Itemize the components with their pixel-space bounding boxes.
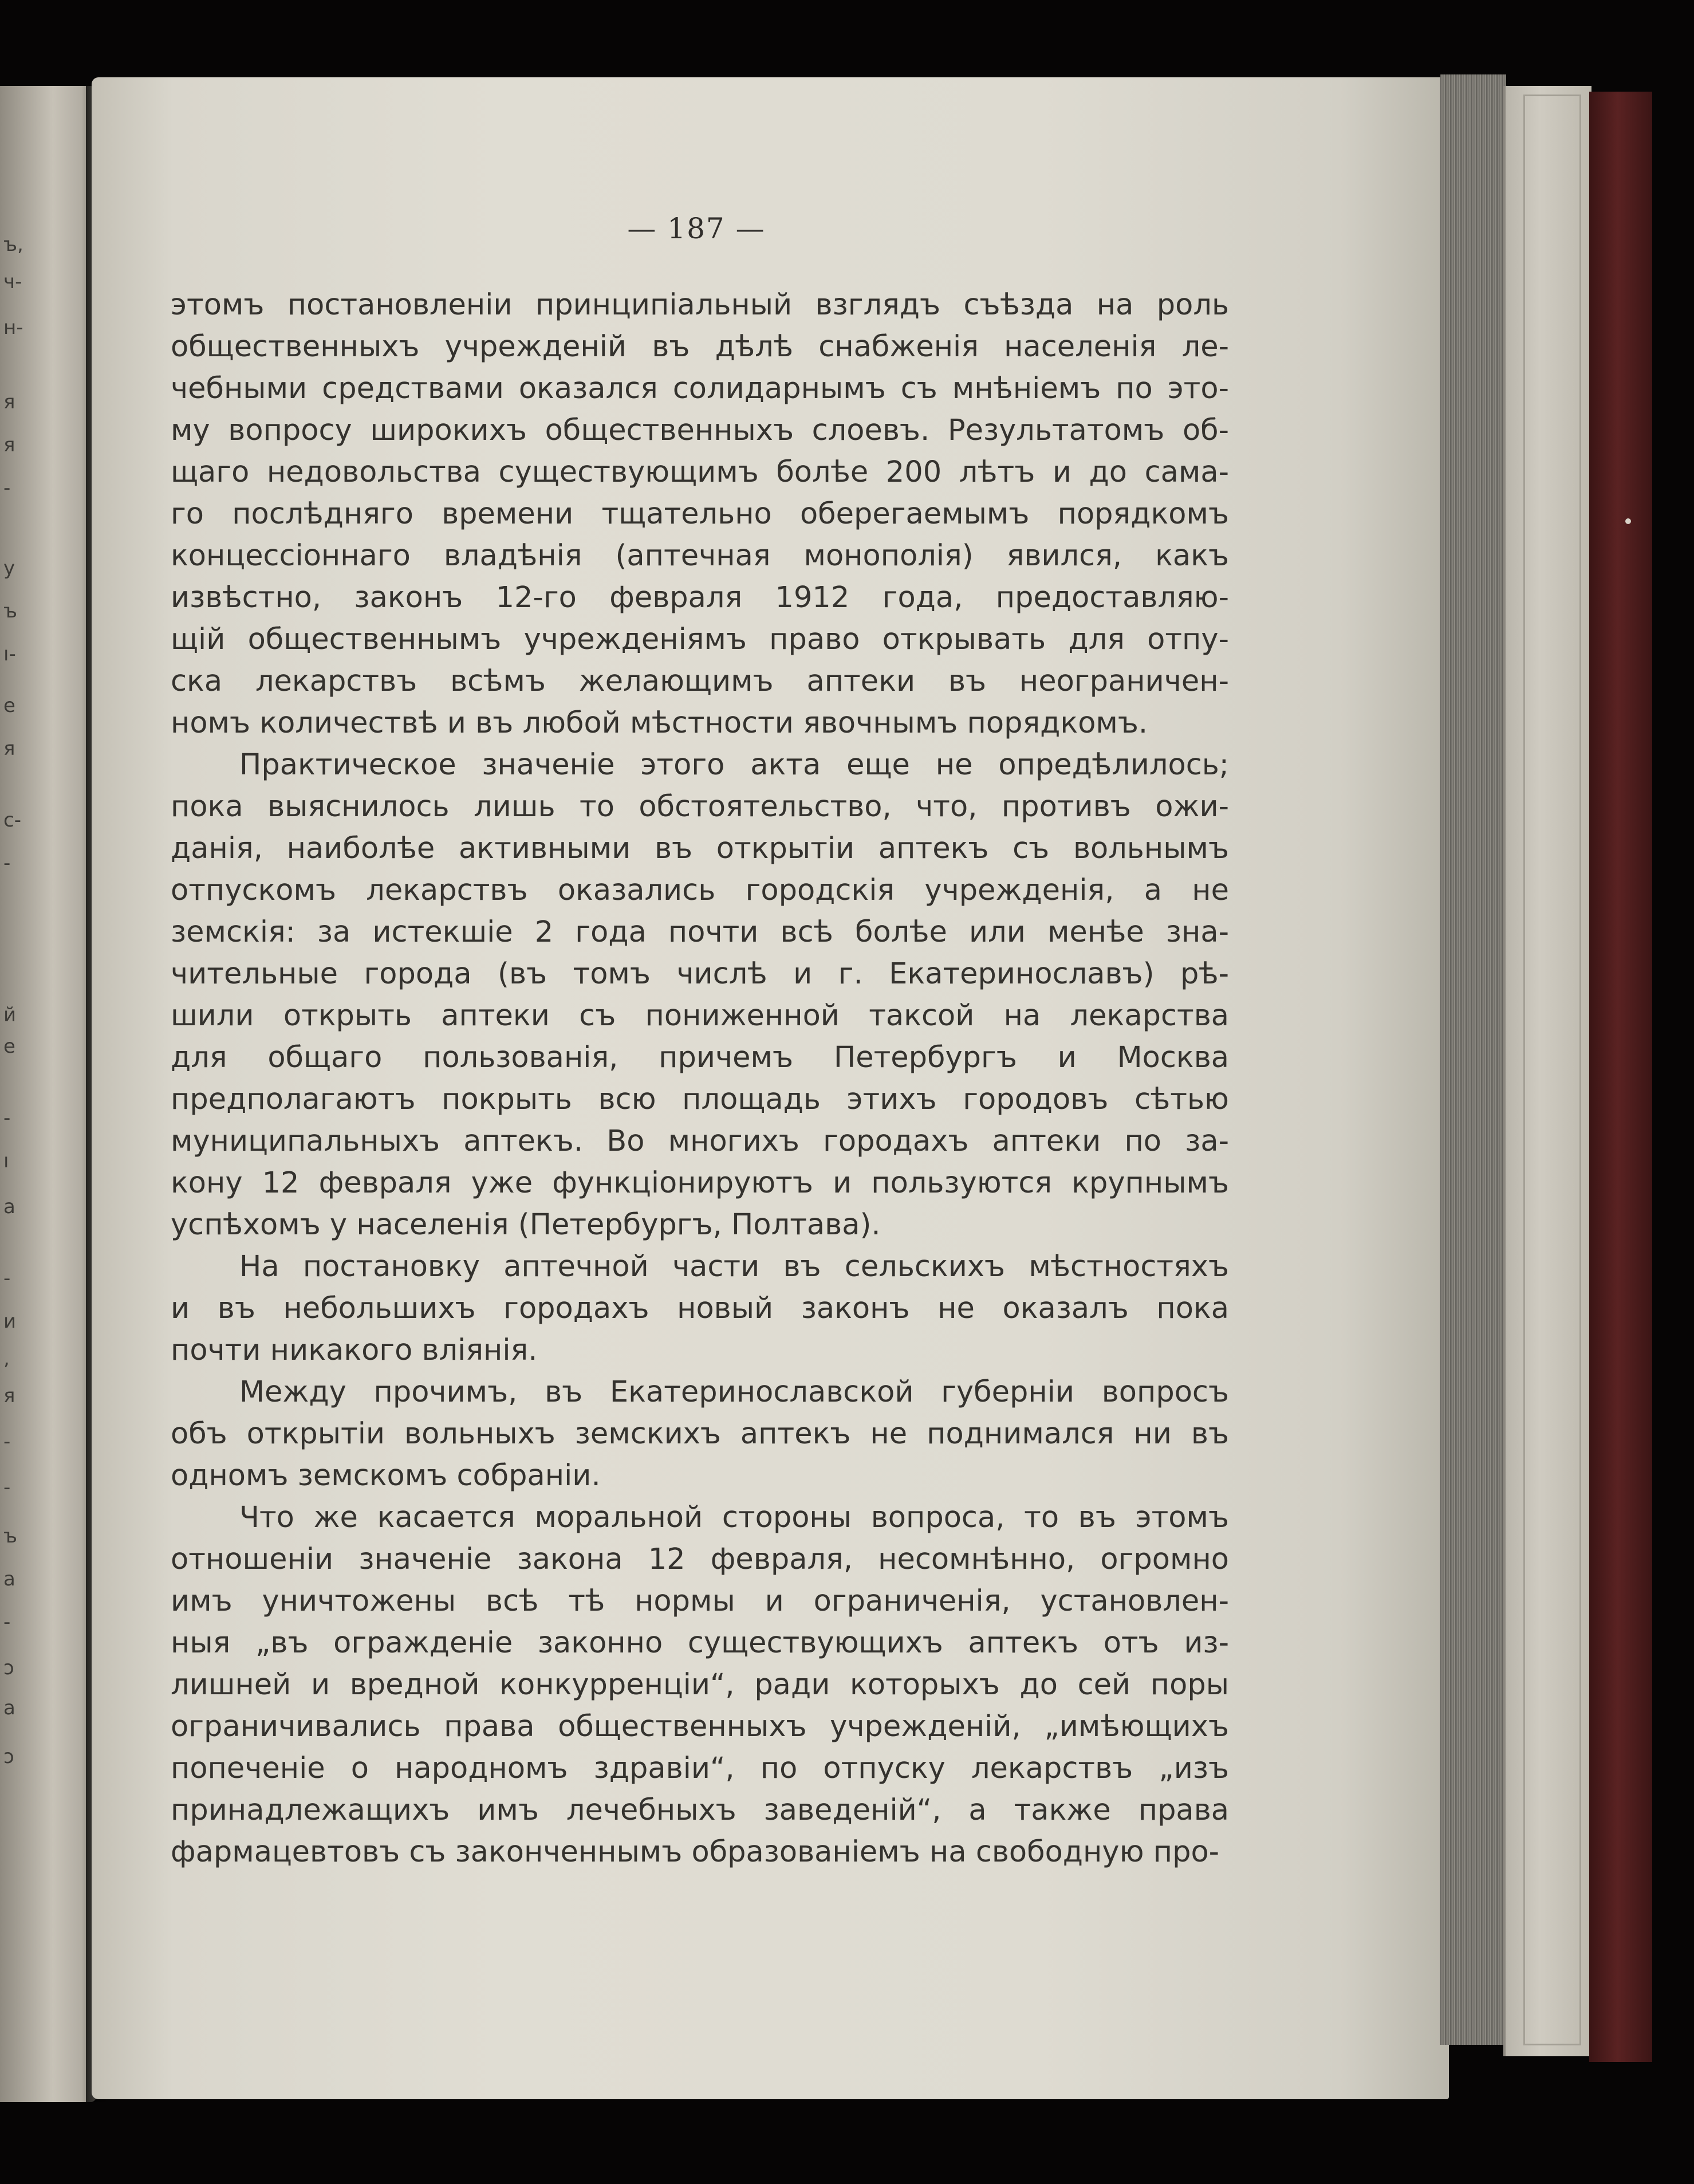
left-page-fragment: ı-: [3, 643, 16, 666]
text-line: объ открытіи вольныхъ земскихъ аптекъ не поднимался ни въ: [171, 1417, 1229, 1451]
page-edges: [1440, 74, 1506, 2045]
text-line: номъ количествѣ и въ любой мѣстности явочнымъ порядкомъ.: [171, 706, 1148, 740]
left-page-fragment: и: [3, 1310, 17, 1333]
text-line: го послѣдняго времени тщательно оберегаемымъ порядкомъ: [171, 497, 1229, 531]
left-page-fragment: а: [3, 1195, 15, 1218]
left-page-fragment: н-: [3, 316, 23, 339]
left-page-fragment: -: [3, 1611, 11, 1634]
text-line: му вопросу широкихъ общественныхъ слоевъ. Результатомъ об-: [171, 414, 1229, 447]
left-page-fragment: ъ: [3, 1525, 18, 1548]
text-line: фармацевтовъ съ законченнымъ образованіемъ на свободную про-: [171, 1835, 1220, 1869]
left-page-fragment: я: [3, 1384, 15, 1407]
body-text: [171, 284, 1229, 1873]
text-line: успѣхомъ у населенія (Петербургъ, Полтава).: [171, 1208, 881, 1242]
text-line: Практическое значеніе этого акта еще не опредѣлилось;: [239, 748, 1229, 782]
text-line: лишней и вредной конкурренціи“, ради которыхъ до сей поры: [171, 1668, 1229, 1702]
left-page-fragment: ъ,: [3, 233, 23, 256]
text-line: отпускомъ лекарствъ оказались городскія учрежденія, а не: [171, 873, 1229, 907]
text-line: пока выяснилось лишь то обстоятельство, что, противъ ожи-: [171, 790, 1229, 824]
text-line: этомъ постановленіи принципіальный взглядъ съѣзда на роль: [171, 288, 1229, 322]
book-cover: [1589, 92, 1652, 2062]
left-page-fragment: я: [3, 737, 15, 760]
text-line: Что же касается моральной стороны вопроса, то въ этомъ: [239, 1501, 1229, 1534]
text-line: земскія: за истекшіе 2 года почти всѣ болѣе или менѣе зна-: [171, 915, 1229, 949]
left-page-fragment: с-: [3, 809, 21, 832]
text-line: попеченіе о народномъ здравіи“, по отпуску лекарствъ „изъ: [171, 1752, 1229, 1785]
page-number: — 187 —: [627, 212, 766, 245]
left-page-fragment: -: [3, 1107, 11, 1130]
endpaper-frame: [1523, 95, 1581, 2045]
text-line: шили открыть аптеки съ пониженной таксой на лекарства: [171, 999, 1229, 1033]
left-page-fragment: е: [3, 694, 15, 717]
text-line: чебными средствами оказался солидарнымъ съ мнѣніемъ по это-: [171, 372, 1229, 406]
text-line: ска лекарствъ всѣмъ желающимъ аптеки въ неограничен-: [171, 664, 1229, 698]
text-line: Между прочимъ, въ Екатеринославской губерніи вопросъ: [239, 1375, 1229, 1409]
left-page-fragment: ı: [3, 1150, 9, 1172]
left-page-fragment: а: [3, 1568, 15, 1591]
left-facing-page: [0, 86, 96, 2102]
text-line: На постановку аптечной части въ сельскихъ мѣстностяхъ: [239, 1250, 1229, 1284]
left-page-fragment: ɔ: [3, 1656, 14, 1679]
text-line: отношеніи значеніе закона 12 февраля, несомнѣнно, огромно: [171, 1542, 1229, 1576]
text-line: почти никакого вліянія.: [171, 1333, 538, 1367]
left-page-fragment: ъ: [3, 600, 18, 623]
left-page-fragment: я: [3, 391, 15, 414]
left-page-fragment: -: [3, 477, 11, 499]
text-line: кону 12 февраля уже функціонируютъ и пользуются крупнымъ: [171, 1166, 1229, 1200]
text-line: одномъ земскомъ собраніи.: [171, 1459, 601, 1493]
left-page-fragment: я: [3, 434, 15, 457]
left-page-fragment: й: [3, 1004, 17, 1026]
text-line: щій общественнымъ учрежденіямъ право открывать для отпу-: [171, 623, 1229, 656]
left-page-fragment: а: [3, 1697, 15, 1719]
left-page-fragment: ч-: [3, 270, 22, 293]
text-line: для общаго пользованія, причемъ Петербургъ и Москва: [171, 1041, 1229, 1075]
text-line: чительные города (въ томъ числѣ и г. Екатеринославъ) рѣ-: [171, 957, 1229, 991]
text-line: имъ уничтожены всѣ тѣ нормы и ограниченія, установлен-: [171, 1584, 1229, 1618]
text-line: щаго недовольства существующимъ болѣе 200 лѣтъ и до сама-: [171, 455, 1229, 489]
text-line: ныя „въ огражденіе законно существующихъ аптекъ отъ из-: [171, 1626, 1229, 1660]
left-page-fragment: ɔ: [3, 1745, 14, 1768]
left-page-fragment: -: [3, 1267, 11, 1290]
left-page-fragment: е: [3, 1035, 15, 1058]
dust-speck: [1625, 518, 1631, 524]
left-page-fragment: у: [3, 557, 15, 580]
text-line: концессіоннаго владѣнія (аптечная монополія) явился, какъ: [171, 539, 1229, 573]
text-line: муниципальныхъ аптекъ. Во многихъ городахъ аптеки по за-: [171, 1124, 1229, 1158]
left-page-fragment: -: [3, 1430, 11, 1453]
left-page-fragment: -: [3, 852, 11, 875]
text-line: данія, наиболѣе активными въ открытіи аптекъ съ вольнымъ: [171, 832, 1229, 865]
text-line: предполагаютъ покрыть всю площадь этихъ городовъ сѣтью: [171, 1083, 1229, 1116]
text-line: общественныхъ учрежденій въ дѣлѣ снабженія населенія ле-: [171, 330, 1229, 364]
text-line: и въ небольшихъ городахъ новый законъ не оказалъ пока: [171, 1292, 1229, 1325]
left-page-fragment: -: [3, 1476, 11, 1499]
text-line: принадлежащихъ имъ лечебныхъ заведеній“, а также права: [171, 1793, 1229, 1827]
text-line: извѣстно, законъ 12-го февраля 1912 года, предоставляю-: [171, 581, 1229, 615]
left-page-fragment: ,: [3, 1347, 10, 1370]
text-line: ограничивались права общественныхъ учрежденій, „имѣющихъ: [171, 1710, 1229, 1744]
